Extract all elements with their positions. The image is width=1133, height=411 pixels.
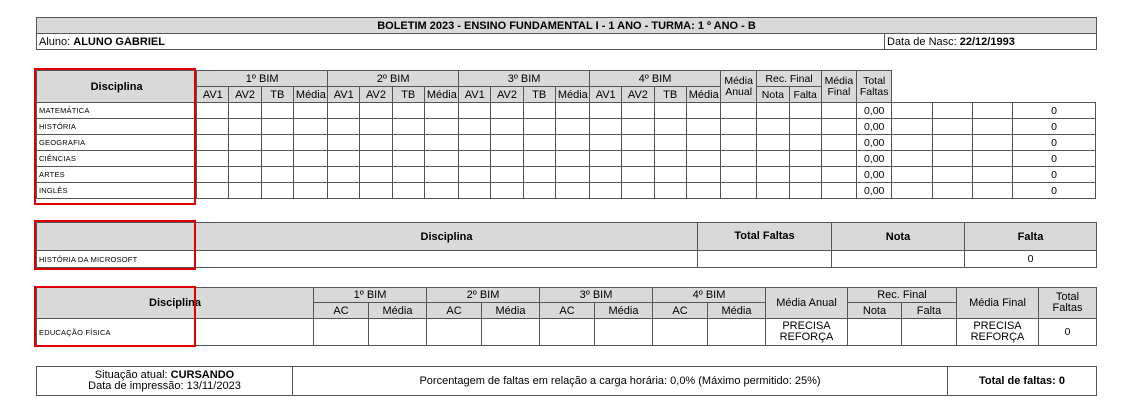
grade-cell [229,183,261,199]
bim1-sub-header: TB [261,87,293,103]
grade-cell [932,135,972,151]
grade-cell [293,119,327,135]
grade-cell [686,167,720,183]
bim4-sub-header: AV1 [590,87,622,103]
grade-cell [622,183,654,199]
grade-cell [459,103,491,119]
bim3-header: 3º BIM [459,71,590,87]
pe-rec-nota-header: Nota [848,303,902,319]
grade-cell [491,119,523,135]
grade-cell [789,183,821,199]
bim1-sub-header: Média [293,87,327,103]
pe-cell [653,319,708,346]
grade-cell [424,135,458,151]
birth-value: 22/12/1993 [959,35,1015,48]
grade-cell [261,183,293,199]
pe-rec-final-header: Rec. Final [848,288,957,303]
bim2-sub-header: AV1 [328,87,360,103]
pe-bim1-header: 1º BIM [314,288,427,303]
pe-cell [848,319,902,346]
pe-media-anual-value: PRECISA REFORÇA [766,319,848,346]
grade-cell [590,135,622,151]
grade-cell [293,167,327,183]
grade-cell [360,151,392,167]
grade-cell [197,183,229,199]
grade-cell [972,151,1012,167]
grade-cell [523,119,555,135]
student-name-cell [37,34,885,50]
highlight-box-extra [34,220,196,270]
grade-cell [293,151,327,167]
grade-cell [721,119,757,135]
student-name: ALUNO GABRIEL [73,35,165,48]
grade-cell [424,103,458,119]
rec-final-header: Rec. Final [757,71,821,87]
pe-cell [902,319,957,346]
pe-rec-falta-header: Falta [902,303,957,319]
media-final-value: 0,00 [857,183,892,199]
grade-cell [892,135,932,151]
grade-cell [523,183,555,199]
rec-nota-header: Nota [757,87,789,103]
media-final-value: 0,00 [857,151,892,167]
grade-cell [932,103,972,119]
pe-total-faltas-header: Total Faltas [1039,288,1097,319]
status-label: Situação atual: [94,369,168,381]
grade-cell [757,151,789,167]
grade-cell [932,151,972,167]
grade-cell [932,119,972,135]
pe-cell [427,319,482,346]
grade-cell [197,119,229,135]
grade-cell [721,103,757,119]
grade-cell [491,135,523,151]
grade-cell [622,119,654,135]
grade-cell [789,135,821,151]
pe-media-4: Média [708,303,766,319]
grade-cell [789,103,821,119]
subject-name: CIÊNCIAS [37,151,197,167]
grade-cell [293,135,327,151]
grade-cell [523,135,555,151]
pe-ac-3: AC [540,303,595,319]
grade-cell [686,151,720,167]
grade-cell [757,119,789,135]
grade-cell [459,183,491,199]
grade-cell [360,103,392,119]
bim3-sub-header: AV2 [491,87,523,103]
grade-cell [590,167,622,183]
grade-cell [972,135,1012,151]
grade-cell [892,183,932,199]
grade-cell [360,119,392,135]
media-final-value: 0,00 [857,119,892,135]
grade-cell [491,183,523,199]
footer-table [36,366,1097,396]
bim1-header: 1º BIM [197,71,328,87]
grade-cell [932,183,972,199]
pe-cell [708,319,766,346]
grade-cell [261,119,293,135]
grade-cell [328,119,360,135]
grade-cell [590,119,622,135]
absence-percentage: Porcentagem de faltas em relação a carga horária: 0,0% (Máximo permitido: 25%) [293,367,948,396]
grade-cell [972,119,1012,135]
pe-disciplina-header: Disciplina [37,288,314,319]
extra-subject: HISTÓRIA DA MICROSOFT [37,251,698,268]
bim3-sub-header: Média [555,87,589,103]
print-date-label: Data de impressão: [88,380,184,392]
bim4-sub-header: TB [654,87,686,103]
grade-cell [789,151,821,167]
grade-cell [261,103,293,119]
grade-cell [328,167,360,183]
grade-cell [686,103,720,119]
subject-name: GEOGRAFIA [37,135,197,151]
grade-cell [721,183,757,199]
grade-cell [424,167,458,183]
grade-cell [789,119,821,135]
grade-cell [622,103,654,119]
extra-falta-header: Falta [965,223,1097,251]
grade-cell [821,151,856,167]
grade-cell [721,167,757,183]
grade-cell [972,103,1012,119]
grade-cell [293,183,327,199]
bim2-header: 2º BIM [328,71,459,87]
rec-falta-header: Falta [789,87,821,103]
grade-cell [229,167,261,183]
grade-cell [654,151,686,167]
grade-cell [392,151,424,167]
grade-cell [757,167,789,183]
pe-cell [314,319,369,346]
grade-cell [590,103,622,119]
total-faltas-value: 0 [1013,183,1096,199]
pe-ac-1: AC [314,303,369,319]
grade-cell [821,119,856,135]
grade-cell [229,119,261,135]
grade-cell [821,183,856,199]
pe-bim2-header: 2º BIM [427,288,540,303]
birth-date-cell [885,34,1097,50]
grade-cell [360,135,392,151]
bim1-sub-header: AV2 [229,87,261,103]
grade-cell [892,103,932,119]
subject-name: MATEMÁTICA [37,103,197,119]
bim1-sub-header: AV1 [197,87,229,103]
total-faltas-value: 0 [1013,135,1096,151]
grade-cell [328,103,360,119]
grade-cell [392,135,424,151]
grade-cell [229,103,261,119]
grade-cell [392,167,424,183]
grade-cell [590,151,622,167]
report-title: BOLETIM 2023 - ENSINO FUNDAMENTAL I - 1 ANO - TURMA: 1 º ANO - B [37,18,1097,34]
bim4-sub-header: AV2 [622,87,654,103]
total-faltas-value: 0 [1013,167,1096,183]
pe-media-anual-header: Média Anual [766,288,848,319]
grade-cell [491,167,523,183]
grade-cell [328,135,360,151]
pe-subject: EDUCAÇÃO FÍSICA [37,319,314,346]
grade-cell [821,103,856,119]
print-date-value: 13/11/2023 [186,380,241,392]
header-blank [892,71,1096,103]
grade-cell [757,103,789,119]
status-cell [37,367,293,396]
bim2-sub-header: AV2 [360,87,392,103]
pe-ac-4: AC [653,303,708,319]
total-absences-label: Total de faltas: [979,375,1056,387]
bim4-sub-header: Média [686,87,720,103]
grade-cell [197,167,229,183]
grades-disciplina-header: Disciplina [37,71,197,103]
grade-cell [789,167,821,183]
grade-cell [392,103,424,119]
total-absences-value: 0 [1058,375,1065,387]
grade-cell [229,135,261,151]
grade-cell [523,151,555,167]
pe-cell [369,319,427,346]
grade-cell [328,151,360,167]
total-faltas-value: 0 [1013,119,1096,135]
grade-cell [424,119,458,135]
grade-cell [197,135,229,151]
grade-cell [932,167,972,183]
extra-nota-header: Nota [832,223,965,251]
grade-cell [261,167,293,183]
bim2-sub-header: TB [392,87,424,103]
grade-cell [654,103,686,119]
grade-cell [392,183,424,199]
grade-cell [261,151,293,167]
subject-name: ARTES [37,167,197,183]
grade-cell [360,167,392,183]
bim3-sub-header: TB [523,87,555,103]
grade-cell [622,151,654,167]
extra-falta-value: 0 [965,251,1097,268]
pe-total-faltas-value: 0 [1039,319,1097,346]
birth-label: Data de Nasc: [887,35,957,48]
extra-total-faltas-header: Total Faltas [698,223,832,251]
grade-cell [686,135,720,151]
grade-cell [757,135,789,151]
grade-cell [523,103,555,119]
grade-cell [972,183,1012,199]
total-faltas-header: Total Faltas [857,71,892,103]
grade-cell [555,103,589,119]
total-faltas-value: 0 [1013,151,1096,167]
pe-media-1: Média [369,303,427,319]
pe-cell [595,319,653,346]
grade-cell [459,151,491,167]
grade-cell [892,151,932,167]
grade-cell [590,183,622,199]
grade-cell [686,183,720,199]
grade-cell [261,135,293,151]
grade-cell [555,151,589,167]
extra-total-faltas-cell [698,251,832,268]
grade-cell [392,119,424,135]
grade-cell [654,119,686,135]
pe-cell [540,319,595,346]
pe-cell [482,319,540,346]
grade-cell [491,151,523,167]
grade-cell [654,183,686,199]
grade-cell [892,167,932,183]
grade-cell [721,135,757,151]
media-anual-header: Média Anual [721,71,757,103]
grade-cell [821,135,856,151]
subject-name: INGLÊS [37,183,197,199]
grade-cell [654,167,686,183]
grade-cell [555,119,589,135]
grade-cell [459,135,491,151]
grade-cell [360,183,392,199]
grade-cell [424,151,458,167]
pe-bim3-header: 3º BIM [540,288,653,303]
grade-cell [523,167,555,183]
student-label: Aluno: [39,35,71,48]
grade-cell [622,135,654,151]
extra-disciplina-header: Disciplina [196,223,698,251]
grade-cell [686,119,720,135]
grade-cell [229,151,261,167]
bim3-sub-header: AV1 [459,87,491,103]
grade-cell [892,119,932,135]
subject-name: HISTÓRIA [37,119,197,135]
grade-cell [459,119,491,135]
grade-cell [721,151,757,167]
grade-cell [491,103,523,119]
grade-cell [972,167,1012,183]
pe-media-3: Média [595,303,653,319]
bim2-sub-header: Média [424,87,458,103]
pe-media-final-header: Média Final [957,288,1039,319]
total-faltas-value: 0 [1013,103,1096,119]
grade-cell [555,167,589,183]
grade-cell [293,103,327,119]
media-final-value: 0,00 [857,135,892,151]
pe-bim4-header: 4º BIM [653,288,766,303]
grade-cell [622,167,654,183]
extra-nota-cell [832,251,965,268]
bim4-header: 4º BIM [590,71,721,87]
grade-cell [459,167,491,183]
grade-cell [555,183,589,199]
grade-cell [197,103,229,119]
media-final-value: 0,00 [857,103,892,119]
pe-media-2: Média [482,303,540,319]
grade-cell [197,151,229,167]
highlight-box-grades [34,68,196,205]
grade-cell [821,167,856,183]
header-table [36,17,1097,50]
status-value: CURSANDO [170,369,235,381]
total-absences-cell [948,367,1097,396]
grade-cell [424,183,458,199]
media-final-header: Média Final [821,71,856,103]
pe-ac-2: AC [427,303,482,319]
pe-media-final-value: PRECISA REFORÇA [957,319,1039,346]
grade-cell [757,183,789,199]
grade-cell [328,183,360,199]
grade-cell [654,135,686,151]
highlight-box-pe [34,286,196,347]
grade-cell [555,135,589,151]
media-final-value: 0,00 [857,167,892,183]
